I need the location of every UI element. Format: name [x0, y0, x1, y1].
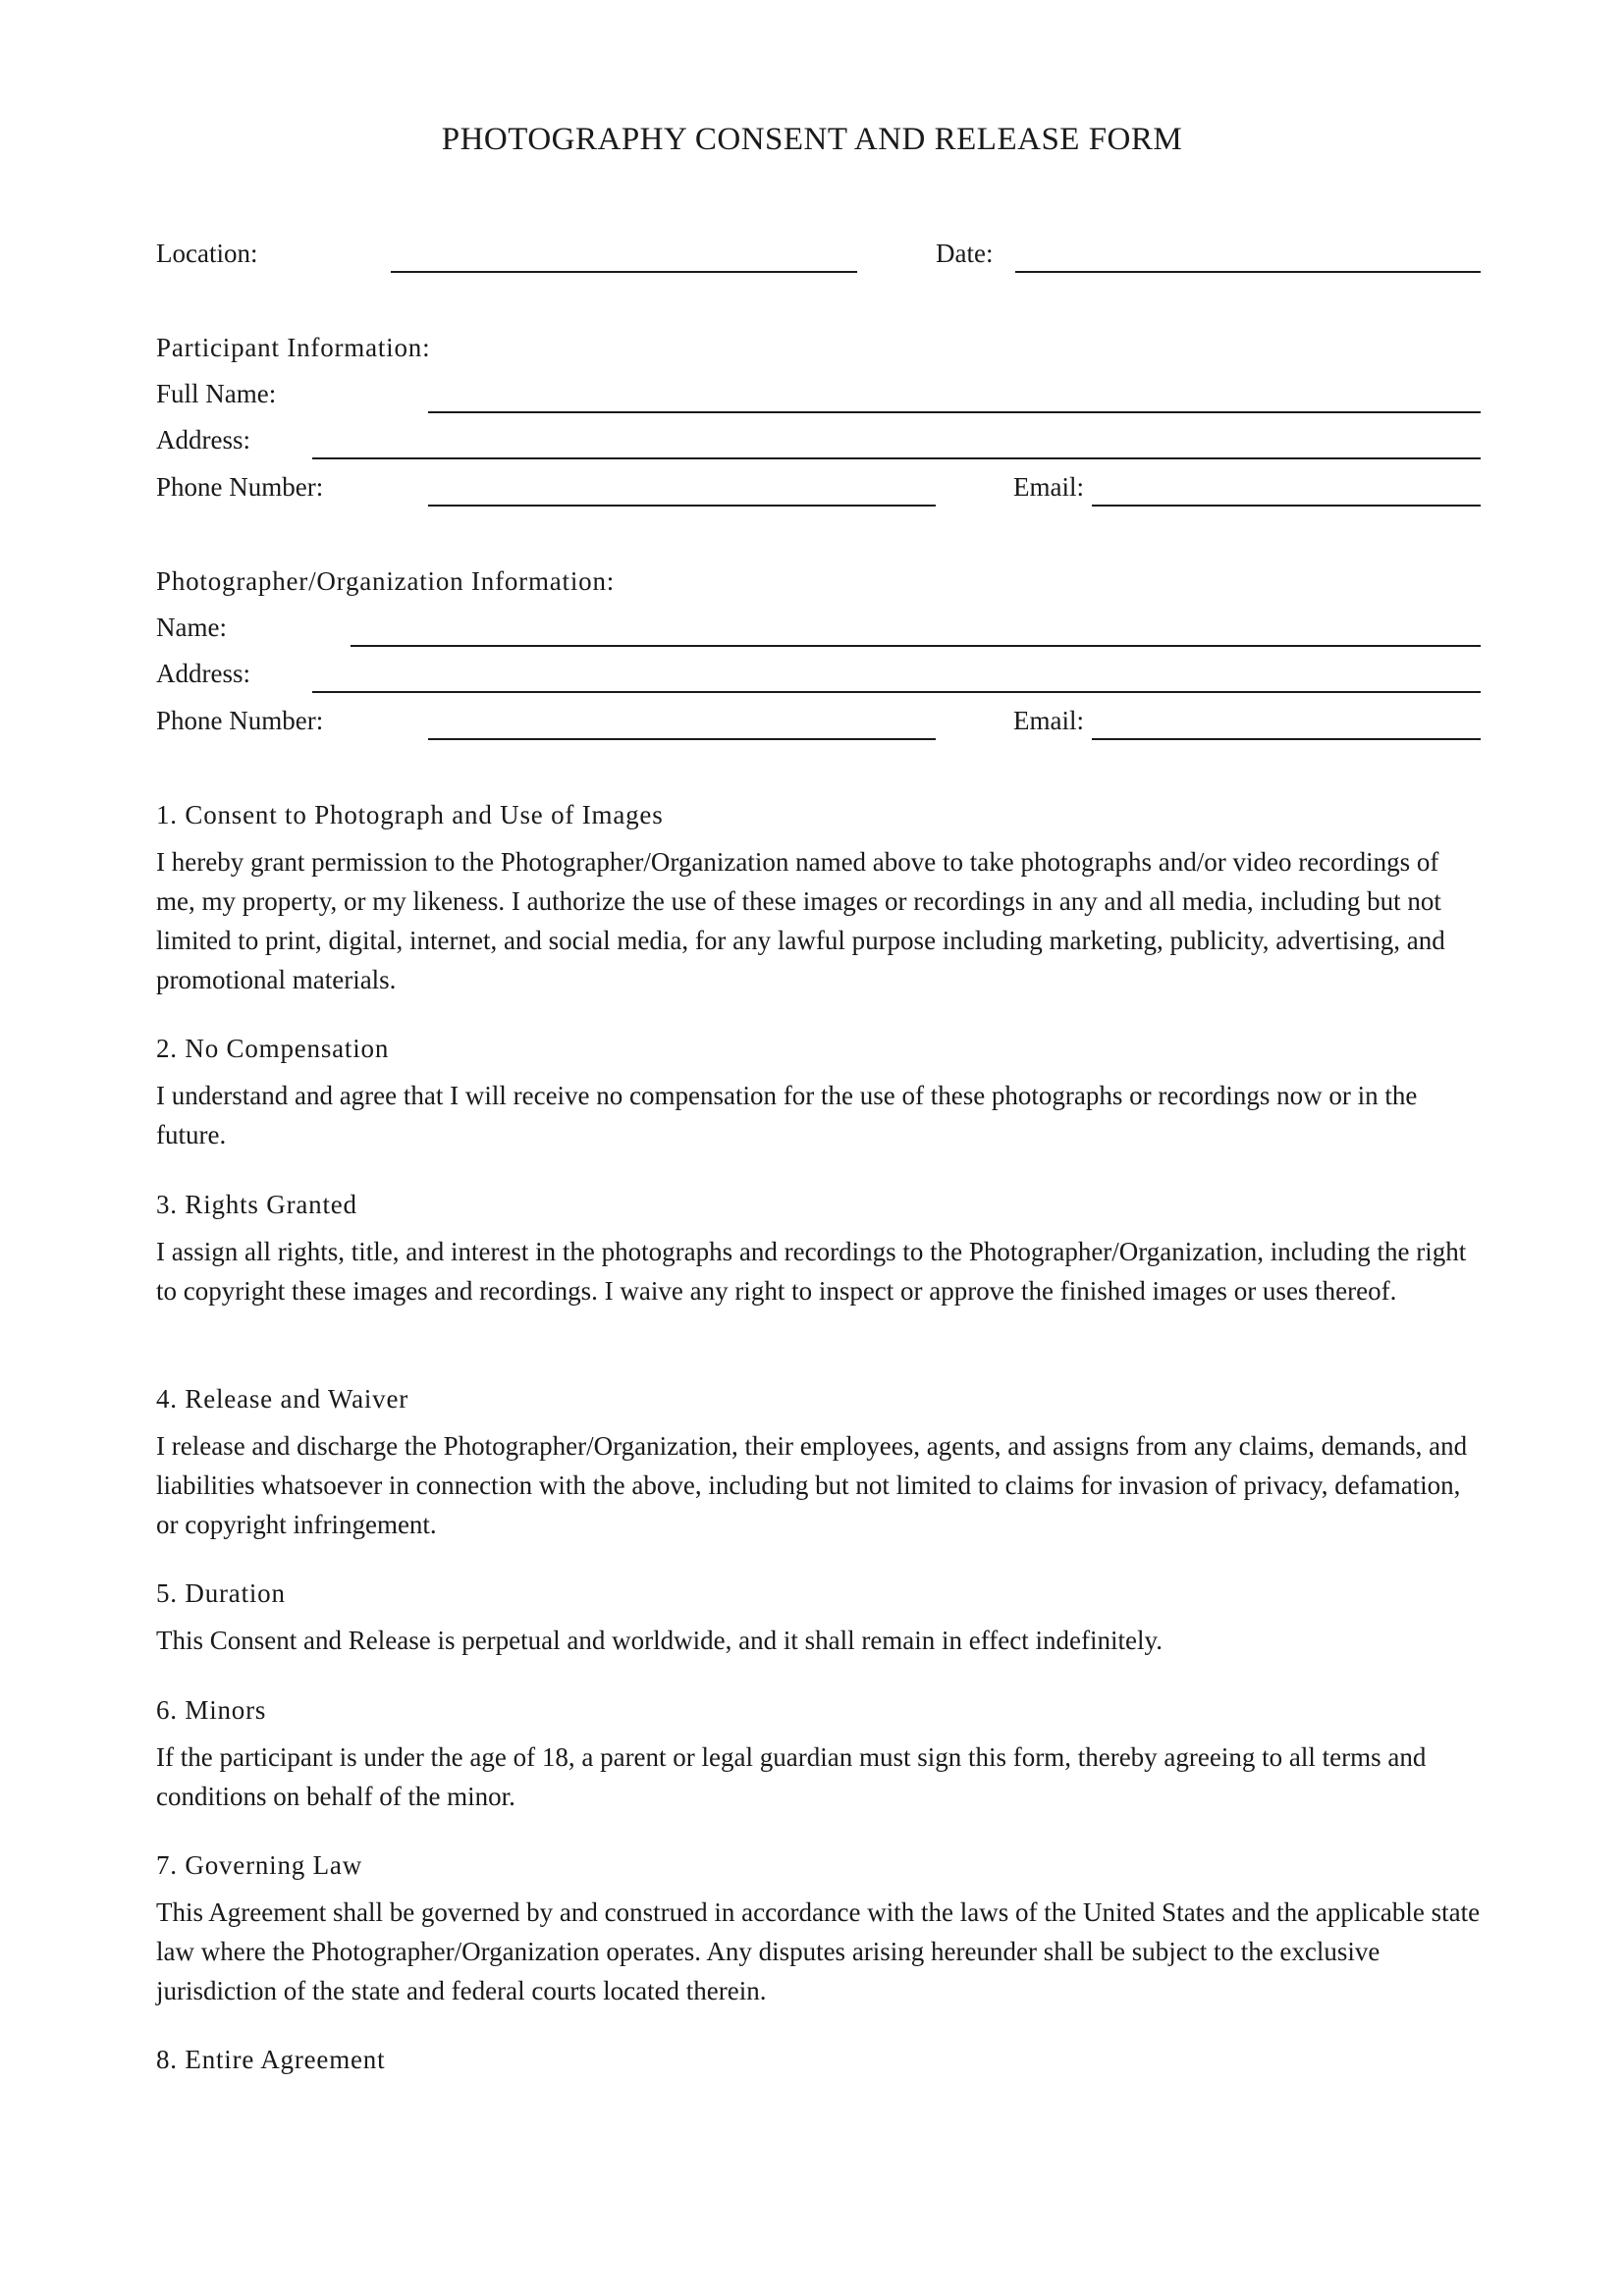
photographer-address-label: Address: [156, 659, 250, 688]
date-underline [1015, 271, 1481, 273]
location-label: Location: [156, 239, 258, 268]
participant-full-name-underline [428, 411, 1481, 413]
participant-email-field[interactable] [1092, 471, 1481, 505]
location-underline [391, 271, 857, 273]
date-label: Date: [936, 239, 994, 268]
clause-6-body: If the participant is under the age of 18, a parent or legal guardian must sign this form, thereby agreeing to all terms and conditions on behalf of the minor. [156, 1742, 1427, 1811]
participant-full-name-field[interactable] [428, 378, 1481, 411]
participant-phone-underline [428, 505, 936, 507]
photographer-address-underline [312, 691, 1481, 693]
photographer-phone-underline [428, 738, 936, 740]
participant-full-name-label: Full Name: [156, 379, 277, 408]
clause-4-heading: 4. Release and Waiver [156, 1384, 409, 1414]
photographer-phone-field[interactable] [428, 705, 936, 738]
photographer-name-label: Name: [156, 613, 227, 642]
participant-address-label: Address: [156, 425, 250, 454]
participant-email-underline [1092, 505, 1481, 507]
clause-3-heading: 3. Rights Granted [156, 1190, 357, 1219]
clause-8-heading: 8. Entire Agreement [156, 2045, 386, 2074]
photographer-address-field[interactable] [312, 658, 1481, 691]
clause-7-body: This Agreement shall be governed by and construed in accordance with the laws of the United States and the applicable state law where the Photographer/Organization operates. Any disputes arising hereunder shall be subject to the exclusive jurisdiction of the state and federal courts located therein. [156, 1897, 1481, 2005]
clause-4-body: I release and discharge the Photographer/Organization, their employees, agents, and assigns from any claims, demands, and liabilities whatsoever in connection with the above, including but not limited to claims for invasion of privacy, defamation, or copyright infringement. [156, 1431, 1468, 1539]
clause-1-heading: 1. Consent to Photograph and Use of Images [156, 800, 664, 829]
clause-7-heading: 7. Governing Law [156, 1850, 362, 1880]
participant-section-label: Participant Information: [156, 333, 431, 362]
photographer-name-field[interactable] [351, 612, 1481, 645]
clause-5-heading: 5. Duration [156, 1578, 286, 1608]
photographer-email-underline [1092, 738, 1481, 740]
photographer-section-label: Photographer/Organization Information: [156, 566, 616, 596]
clause-3-body: I assign all rights, title, and interest in the photographs and recordings to the Photographer/Organization, including the right to copyright these images and recordings. I waive any right to inspect or approve the finished images or uses thereof. [156, 1237, 1467, 1306]
photographer-email-label: Email: [1013, 706, 1084, 735]
clause-6-heading: 6. Minors [156, 1695, 267, 1725]
clause-1-body: I hereby grant permission to the Photographer/Organization named above to take photographs and/or video recordings of me, my property, or my likeness. I authorize the use of these images or recordings in any and all media, including but not limited to print, digital, internet, and social media, for any lawful purpose including marketing, publicity, advertising, and promotional materials. [156, 847, 1445, 994]
page-title: PHOTOGRAPHY CONSENT AND RELEASE FORM [441, 122, 1183, 157]
location-field[interactable] [391, 238, 857, 271]
photographer-name-underline [351, 645, 1481, 647]
clause-2-body: I understand and agree that I will receive no compensation for the use of these photographs or recordings now or in the future. [156, 1081, 1418, 1149]
participant-address-field[interactable] [312, 424, 1481, 457]
participant-phone-field[interactable] [428, 471, 936, 505]
date-field[interactable] [1015, 238, 1481, 271]
clause-5-body: This Consent and Release is perpetual and worldwide, and it shall remain in effect indefinitely. [156, 1626, 1163, 1655]
participant-address-underline [312, 457, 1481, 459]
photographer-email-field[interactable] [1092, 705, 1481, 738]
clause-2-heading: 2. No Compensation [156, 1034, 390, 1063]
participant-phone-label: Phone Number: [156, 472, 324, 502]
photographer-phone-label: Phone Number: [156, 706, 324, 735]
participant-email-label: Email: [1013, 472, 1084, 502]
